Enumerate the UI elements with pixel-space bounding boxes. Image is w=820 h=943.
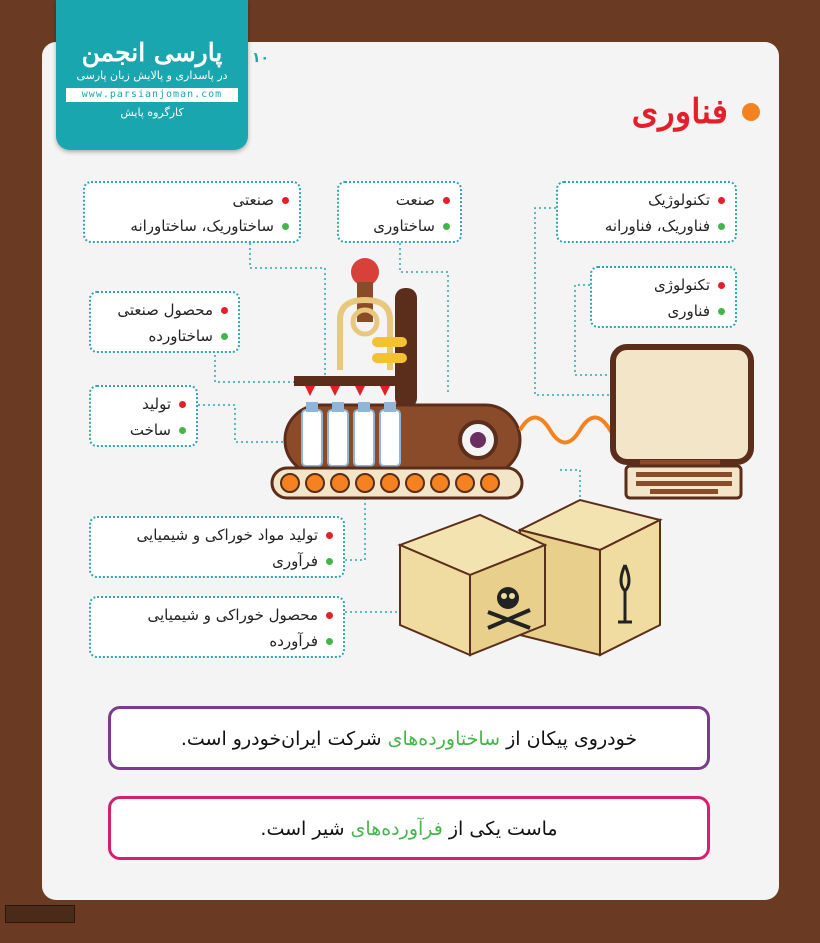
word-box-technological (556, 181, 737, 243)
red-bullet-icon (718, 282, 725, 289)
logo-badge (56, 0, 248, 150)
green-bullet-icon (326, 638, 333, 645)
green-bullet-icon (282, 223, 289, 230)
foreign-word: صنعتی (232, 191, 274, 209)
word-box-technology (590, 266, 737, 328)
persian-word: فرآورده (269, 632, 318, 650)
example-sentence-2 (108, 796, 710, 860)
persian-word: فناوریک، فناورانه (604, 217, 710, 235)
page-title (632, 92, 760, 132)
sentence-part: خودروی پیکان از (500, 728, 638, 750)
sentence-part: شیر است. (260, 818, 351, 840)
foreign-word: محصول خوراکی و شیمیایی (147, 606, 318, 624)
foreign-word: تولید مواد خوراکی و شیمیایی (136, 526, 318, 544)
persian-word: ساختاوریک، ساختاورانه (130, 217, 274, 235)
red-bullet-icon (282, 197, 289, 204)
foreign-word: محصول صنعتی (117, 301, 213, 319)
word-box-industrial-product (89, 291, 240, 353)
persian-word: ساختاوری (373, 217, 435, 235)
highlighted-word: ساختاورده‌های (387, 728, 501, 750)
word-box-industrial (83, 181, 301, 243)
sentence-part: شرکت ایران‌خودرو است. (180, 728, 388, 750)
red-bullet-icon (179, 401, 186, 408)
word-box-food-product (89, 596, 345, 658)
green-bullet-icon (221, 333, 228, 340)
title-text: فناوری (631, 92, 728, 132)
foreign-word: تکنولوژیک (648, 191, 710, 209)
bullet-dot-icon (742, 103, 760, 121)
foreign-word: صنعت (395, 191, 435, 209)
persian-word: فرآوری (272, 552, 318, 570)
group-label: کارگروه پایش (120, 106, 184, 119)
highlighted-word: فرآورده‌های (350, 818, 443, 840)
credit-stamp (5, 905, 75, 923)
persian-word: ساخت (129, 421, 171, 439)
page-number: ۱۰ (252, 50, 270, 66)
green-bullet-icon (326, 558, 333, 565)
word-box-food-processing (89, 516, 345, 578)
persian-word: فناوری (667, 302, 710, 320)
foreign-word: تکنولوژی (653, 276, 710, 294)
foreign-word: تولید (142, 395, 171, 413)
sentence-part: ماست یکی از (442, 818, 558, 840)
green-bullet-icon (179, 427, 186, 434)
green-bullet-icon (718, 223, 725, 230)
example-sentence-1 (108, 706, 710, 770)
website-url[interactable]: www.parsianjoman.com (66, 88, 238, 102)
red-bullet-icon (718, 197, 725, 204)
persian-word: ساختاورده (148, 327, 213, 345)
red-bullet-icon (221, 307, 228, 314)
logo-text: پارسی انجمن (81, 38, 223, 67)
red-bullet-icon (443, 197, 450, 204)
green-bullet-icon (443, 223, 450, 230)
red-bullet-icon (326, 612, 333, 619)
word-box-industry (337, 181, 462, 243)
green-bullet-icon (718, 308, 725, 315)
red-bullet-icon (326, 532, 333, 539)
word-box-production (89, 385, 198, 447)
logo-subtitle: در پاسداری و پالایش زبان پارسی (76, 69, 228, 82)
